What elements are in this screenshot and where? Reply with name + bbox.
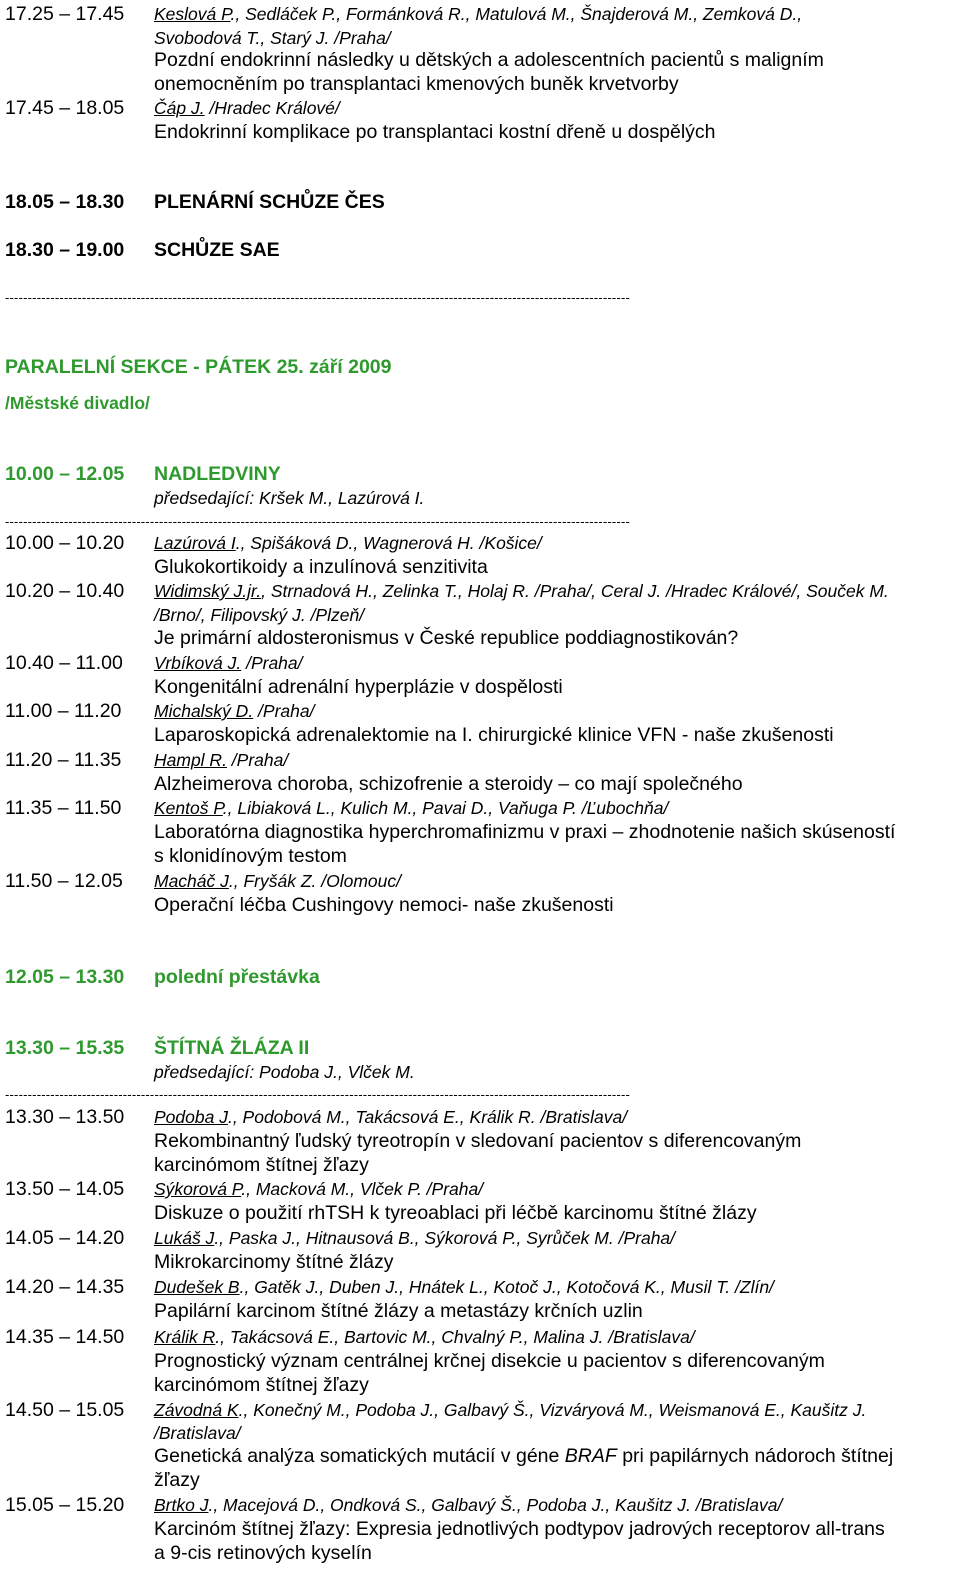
authors — [154, 1275, 774, 1299]
authors-continued: Svobodová T., Starý J. /Praha/ — [154, 28, 391, 48]
session-time: 10.40 – 11.00 — [5, 652, 123, 674]
title-part: Genetická analýza somatických mutácií v géne — [154, 1445, 565, 1467]
authors — [154, 748, 288, 772]
session-time: 14.05 – 14.20 — [5, 1227, 125, 1249]
presenting-author: Brtko J — [154, 1495, 209, 1515]
co-authors: ., Fryšák Z. /Olomouc/ — [228, 871, 402, 891]
talk-title: Alzheimerova choroba, schizofrenie a steroidy – co mají společného — [154, 773, 743, 795]
presenting-author: Widimský J.jr. — [154, 581, 262, 601]
talk-title: Karcinóm štítnej žľazy: Expresia jednotlivých podtypov jadrových receptorov all-trans — [154, 1518, 885, 1540]
co-authors: ., Libiaková L., Kulich M., Pavai D., Vaňuga P. /Ľubochňa/ — [222, 798, 669, 818]
session-time: 11.35 – 11.50 — [5, 797, 122, 819]
talk-title: Laparoskopická adrenalektomie na I. chirurgické klinice VFN - naše zkušenosti — [154, 724, 834, 746]
talk-title — [154, 1444, 893, 1468]
talk-title: Rekombinantný ľudský tyreotropín v sledovaní pacientov s diferencovaným — [154, 1130, 802, 1152]
co-authors: ., Macejová D., Ondková S., Galbavý Š., Podoba J., Kaušitz J. /Bratislava/ — [208, 1495, 783, 1515]
section-time: 10.00 – 12.05 — [5, 463, 125, 485]
authors — [154, 1493, 782, 1517]
talk-title: Operační léčba Cushingovy nemoci- naše zkušenosti — [154, 894, 614, 916]
talk-title: onemocněním po transplantaci kmenových buněk krvetvorby — [154, 73, 679, 95]
authors — [154, 699, 314, 723]
co-authors: /Praha/ — [241, 653, 303, 673]
co-authors: /Praha/ — [226, 750, 289, 770]
session-time: 11.20 – 11.35 — [5, 749, 122, 771]
talk-title: karcinómom štítnej žľazy — [154, 1374, 369, 1396]
authors — [154, 651, 303, 675]
co-authors: ., Gatěk J., Duben J., Hnátek L., Kotoč J., Kotočová K., Musil T. /Zlín/ — [239, 1277, 774, 1297]
presenting-author: Čáp J. — [154, 98, 205, 118]
gene-name: BRAF — [564, 1445, 617, 1467]
presenting-author: Závodná K — [154, 1400, 239, 1420]
authors — [154, 796, 668, 820]
presenting-author: Kentoš P — [154, 798, 223, 818]
co-authors: ., Takácsová E., Bartovic M., Chvalný P., Malina J. /Bratislava/ — [215, 1327, 695, 1347]
session-time: 10.20 – 10.40 — [5, 580, 125, 602]
presenting-author: Podoba J — [154, 1107, 228, 1127]
chairpersons: předsedající: Kršek M., Lazúrová I. — [154, 488, 425, 508]
talk-title: s klonidínovým testom — [154, 845, 347, 867]
section-title: polední přestávka — [154, 966, 320, 988]
co-authors: ., Paska J., Hitnausová B., Sýkorová P., Syrůček M. /Praha/ — [214, 1228, 676, 1248]
presenting-author: Hampl R. — [154, 750, 227, 770]
presenting-author: Macháč J — [154, 871, 229, 891]
authors — [154, 579, 889, 603]
authors — [154, 1177, 483, 1201]
co-authors: ., Spišáková D., Wagnerová H. /Košice/ — [235, 533, 542, 553]
session-time: 10.00 – 10.20 — [5, 532, 125, 554]
authors-continued: /Bratislava/ — [154, 1423, 241, 1443]
meeting-title: PLENÁRNÍ SCHŮZE ČES — [154, 191, 385, 213]
section-title: NADLEDVINY — [154, 463, 281, 485]
separator-line: ------------------------------------------------------------------------------------------------------------------------------------------ — [5, 290, 631, 305]
co-authors: /Hradec Králové/ — [204, 98, 340, 118]
meeting-title: SCHŮZE SAE — [154, 239, 280, 261]
authors — [154, 2, 802, 26]
authors — [154, 1226, 675, 1250]
talk-title: Pozdní endokrinní následky u dětských a adolescentních pacientů s maligním — [154, 49, 824, 71]
talk-title: karcinómom štítnej žľazy — [154, 1154, 369, 1176]
talk-title: Endokrinní komplikace po transplantaci kostní dřeně u dospělých — [154, 121, 716, 143]
session-time: 13.30 – 13.50 — [5, 1106, 125, 1128]
co-authors: , Strnadová H., Zelinka T., Holaj R. /Praha/, Ceral J. /Hradec Králové/, Souček M. — [261, 581, 889, 601]
session-time: 11.00 – 11.20 — [5, 700, 122, 722]
authors — [154, 1398, 866, 1422]
title-part: pri papilárnych nádoroch štítnej — [616, 1445, 894, 1467]
talk-title: Prognostický význam centrálnej krčnej disekcie u pacientov s diferencovaným — [154, 1350, 825, 1372]
section-time: 13.30 – 15.35 — [5, 1037, 125, 1059]
session-time: 18.30 – 19.00 — [5, 239, 125, 261]
session-time: 15.05 – 15.20 — [5, 1494, 125, 1516]
talk-title: Laboratórna diagnostika hyperchromafinizmu v praxi – zhodnotenie našich skúseností — [154, 821, 896, 843]
talk-title: Glukokortikoidy a inzulínová senzitivita — [154, 556, 488, 578]
talk-title: žľazy — [154, 1469, 200, 1491]
session-time: 14.35 – 14.50 — [5, 1326, 125, 1348]
session-time: 14.20 – 14.35 — [5, 1276, 125, 1298]
presenting-author: Sýkorová P — [154, 1179, 242, 1199]
session-time: 13.50 – 14.05 — [5, 1178, 125, 1200]
presenting-author: Vrbíková J. — [154, 653, 242, 673]
section-time: 12.05 – 13.30 — [5, 966, 125, 988]
presenting-author: Dudešek B — [154, 1277, 240, 1297]
session-time: 14.50 – 15.05 — [5, 1399, 125, 1421]
authors — [154, 96, 340, 120]
authors — [154, 1105, 627, 1129]
separator-line: ------------------------------------------------------------------------------------------------------------------------------------------ — [5, 514, 631, 529]
co-authors: ., Podobová M., Takácsová E., Králik R. /Bratislava/ — [227, 1107, 628, 1127]
co-authors: ., Macková M., Vlček P. /Praha/ — [241, 1179, 484, 1199]
section-title: ŠTÍTNÁ ŽLÁZA II — [154, 1037, 310, 1059]
session-time: 17.25 – 17.45 — [5, 3, 125, 25]
talk-title: Mikrokarcinomy štítné žlázy — [154, 1251, 394, 1273]
talk-title: Je primární aldosteronismus v České republice poddiagnostikován? — [154, 627, 739, 649]
parallel-section-heading: PARALELNÍ SEKCE - PÁTEK 25. září 2009 — [5, 356, 392, 378]
venue-label: /Městské divadlo/ — [5, 393, 150, 413]
presenting-author: Králik R — [154, 1327, 216, 1347]
presenting-author: Lazúrová I — [154, 533, 236, 553]
talk-title: Diskuze o použití rhTSH k tyreoablaci při léčbě karcinomu štítné žlázy — [154, 1202, 757, 1224]
presenting-author: Keslová P — [154, 4, 231, 24]
talk-title: Kongenitální adrenální hyperplázie v dospělosti — [154, 676, 563, 698]
talk-title: Papilární karcinom štítné žlázy a metastázy krčních uzlin — [154, 1300, 643, 1322]
presenting-author: Michalský D. — [154, 701, 254, 721]
authors — [154, 531, 542, 555]
authors — [154, 1325, 695, 1349]
session-time: 11.50 – 12.05 — [5, 870, 123, 892]
separator-line: ------------------------------------------------------------------------------------------------------------------------------------------ — [5, 1087, 631, 1102]
chairpersons: předsedající: Podoba J., Vlček M. — [154, 1062, 415, 1082]
authors — [154, 869, 401, 893]
session-time: 17.45 – 18.05 — [5, 97, 125, 119]
session-time: 18.05 – 18.30 — [5, 191, 125, 213]
authors-continued: /Brno/, Filipovský J. /Plzeň/ — [154, 605, 365, 625]
presenting-author: Lukáš J — [154, 1228, 215, 1248]
co-authors: /Praha/ — [253, 701, 315, 721]
co-authors: ., Konečný M., Podoba J., Galbavý Š., Vizváryová M., Weismanová E., Kaušitz J. — [238, 1400, 867, 1420]
co-authors: ., Sedláček P., Formánková R., Matulová M., Šnajderová M., Zemková D., — [230, 4, 803, 24]
talk-title: a 9-cis retinových kyselín — [154, 1542, 372, 1564]
